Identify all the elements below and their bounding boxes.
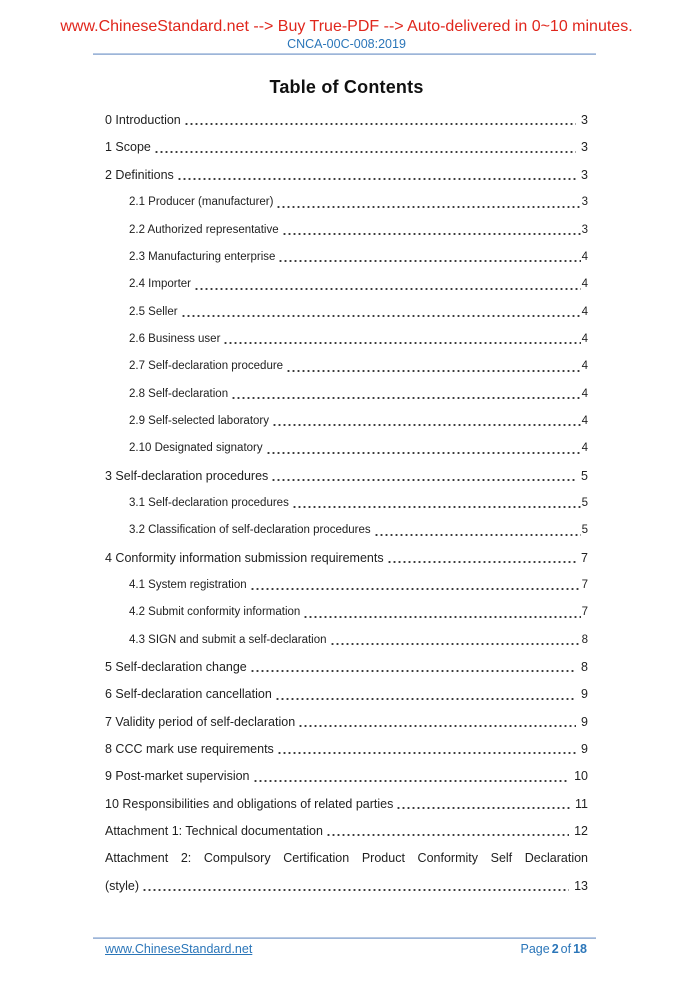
page-total: 18 [573,942,587,956]
toc-page-number: 9 [581,714,588,729]
dotted-leader [278,244,580,271]
toc-list [105,107,588,900]
toc-entry[interactable] [105,654,588,681]
toc-page-number: 4 [581,278,588,291]
toc-entry[interactable] [105,463,588,490]
toc-entry[interactable] [105,244,588,271]
banner-link[interactable]: www.ChineseStandard.net --> Buy True-PDF --> Auto-delivered in 0~10 minutes. [60,18,633,35]
footer-link[interactable]: www.ChineseStandard.net [105,942,253,956]
dotted-leader [154,134,576,161]
dotted-leader [194,271,581,298]
page-current: 2 [551,942,559,956]
toc-page-number: 4 [581,414,588,427]
toc-entry[interactable] [105,517,588,544]
toc-entry-label: 2.8 Self-declaration [129,387,229,400]
toc-entry-label: 9 Post-market supervision [105,769,250,784]
toc-page-number: 5 [581,468,588,483]
dotted-leader [181,299,581,326]
toc-entry-label: 2.6 Business user [129,332,221,345]
toc-entry-label: (style) [105,878,140,893]
toc-entry-label: 3 Self-declaration procedures [105,468,269,483]
toc-page-number: 4 [581,387,588,400]
toc-entry[interactable] [105,107,588,134]
dotted-leader [276,189,580,216]
toc-entry[interactable] [105,627,588,654]
dotted-leader [286,353,581,380]
toc-entry-label: 10 Responsibilities and obligations of related parties [105,796,394,811]
dotted-leader [396,791,570,818]
page-indicator [520,942,589,956]
of-label: of [560,942,572,956]
dotted-leader [231,381,581,408]
toc-page-number: 13 [574,878,588,893]
toc-entry[interactable] [105,763,588,790]
toc-entry[interactable] [105,709,588,736]
dotted-leader [326,818,569,845]
dotted-leader [271,463,576,490]
toc-entry[interactable] [105,134,588,161]
toc-entry[interactable]: Attachment 2: Compulsory Certification Product Conformity Self Declaration [105,851,588,866]
dotted-leader [177,162,576,189]
toc-entry-label: 6 Self-declaration cancellation [105,687,272,702]
dotted-leader [223,326,580,353]
dotted-leader [250,654,576,681]
toc-entry-label: 0 Introduction [105,113,181,128]
page-label: Page [520,942,550,956]
toc-page-number: 8 [581,660,588,675]
toc-entry-label: 5 Self-declaration change [105,660,247,675]
toc-entry-label: 4.2 Submit conformity information [129,606,301,619]
dotted-leader [277,736,576,763]
toc-entry-label: 2.7 Self-declaration procedure [129,360,284,373]
toc-page-number: 3 [581,140,588,155]
toc-entry[interactable] [105,189,588,216]
dotted-leader [298,709,576,736]
toc-page-number: 4 [581,250,588,263]
dotted-leader [387,545,576,572]
toc-page-number: 5 [581,524,588,537]
dotted-leader [275,681,576,708]
dotted-leader [142,873,569,900]
toc-entry[interactable] [105,791,588,818]
toc-entry[interactable] [105,681,588,708]
dotted-leader [272,408,581,435]
toc-page-number: 4 [581,442,588,455]
toc-entry-label: 4.3 SIGN and submit a self-declaration [129,633,327,646]
toc-entry[interactable] [105,326,588,353]
toc-entry[interactable] [105,572,588,599]
toc-page-number: 12 [574,824,588,839]
toc-entry-label: 1 Scope [105,140,151,155]
toc-page-number: 7 [581,578,588,591]
toc-entry-label: 2.1 Producer (manufacturer) [129,196,274,209]
toc-entry[interactable] [105,381,588,408]
dotted-leader [292,490,581,517]
toc-page-number: 4 [581,332,588,345]
toc-entry[interactable] [105,736,588,763]
doc-number: CNCA-00C-008:2019 [287,37,406,52]
toc-page-number: 4 [581,305,588,318]
toc-page-number: 3 [581,167,588,182]
toc-entry-label: 2 Definitions [105,167,174,182]
toc-entry-label: 2.4 Importer [129,278,191,291]
page-title: Table of Contents [269,77,424,98]
toc-entry[interactable] [105,162,588,189]
toc-entry[interactable] [105,408,588,435]
dotted-leader [330,627,581,654]
toc-page-number: 9 [581,687,588,702]
dotted-leader [253,763,570,790]
toc-page-number: 3 [581,196,588,209]
toc-page-number: 5 [581,496,588,509]
dotted-leader [266,435,581,462]
toc-entry-label: 7 Validity period of self-declaration [105,714,296,729]
toc-entry-label: 2.3 Manufacturing enterprise [129,250,276,263]
dotted-leader [250,572,581,599]
header-rule [93,53,596,55]
toc-entry-label: Attachment 1: Technical documentation [105,824,323,839]
toc-page-number: 8 [581,633,588,646]
toc-entry-label: 4.1 System registration [129,578,247,591]
toc-page-number: 3 [581,223,588,236]
dotted-leader [282,217,581,244]
toc-page-number: 10 [574,769,588,784]
toc-entry[interactable] [105,490,588,517]
toc-page-number: 9 [581,742,588,757]
footer [105,942,588,956]
toc-entry[interactable] [105,271,588,298]
dotted-leader [184,107,576,134]
toc-entry[interactable] [105,818,588,845]
toc-entry-label: 2.9 Self-selected laboratory [129,414,269,427]
toc-entry-label: 2.2 Authorized representative [129,223,279,236]
dotted-leader [303,599,580,626]
toc-page-number: 11 [575,796,588,811]
toc-entry-label: 2.5 Seller [129,305,178,318]
toc-entry-label: 8 CCC mark use requirements [105,742,274,757]
toc-entry[interactable] [105,353,588,380]
toc-entry-label: 3.2 Classification of self-declaration procedures [129,524,371,537]
toc-entry[interactable] [105,217,588,244]
toc-entry[interactable] [105,545,588,572]
toc-page-number: 7 [581,606,588,619]
toc-entry[interactable] [105,873,588,900]
toc-page-number: 7 [581,550,588,565]
footer-rule [93,937,596,939]
toc-entry[interactable] [105,599,588,626]
toc-entry[interactable] [105,299,588,326]
toc-entry-label: 2.10 Designated signatory [129,442,263,455]
toc-entry-label: 3.1 Self-declaration procedures [129,496,289,509]
toc-page-number: 4 [581,360,588,373]
toc-entry-label: 4 Conformity information submission requirements [105,550,384,565]
toc-entry[interactable] [105,435,588,462]
toc-page-number: 3 [581,113,588,128]
dotted-leader [374,517,581,544]
